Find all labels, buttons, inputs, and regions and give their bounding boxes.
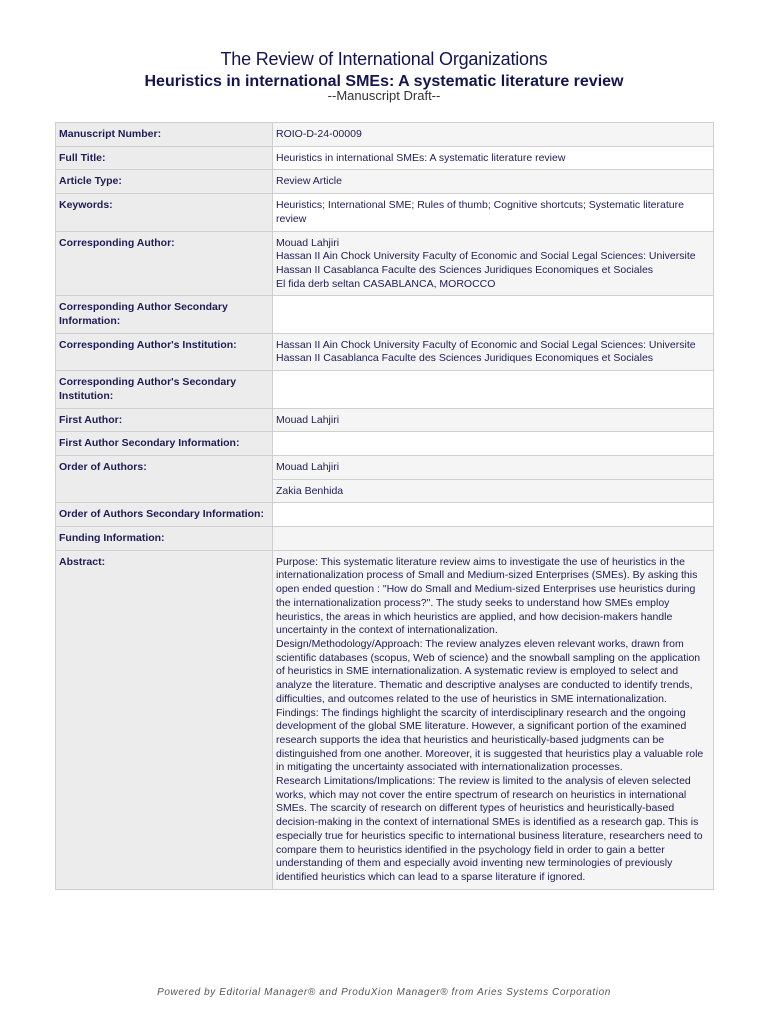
row-label: Full Title: xyxy=(56,146,273,170)
table-row xyxy=(56,527,714,551)
footer-credit: Powered by Editorial Manager® and ProduXion Manager® from Aries Systems Corporation xyxy=(157,987,611,998)
table-row xyxy=(56,503,714,527)
keywords: Heuristics; International SME; Rules of thumb; Cognitive shortcuts; Systematic literature review xyxy=(273,194,714,231)
row-label: Corresponding Author: xyxy=(56,231,273,296)
order-of-authors-secondary xyxy=(273,503,714,527)
table-row xyxy=(56,432,714,456)
article-title: Heuristics in international SMEs: A systematic literature review xyxy=(144,73,624,90)
manuscript-info-table xyxy=(55,122,714,890)
corresponding-author: Mouad Lahjiri Hassan II Ain Chock University Faculty of Economic and Social Legal Sciences: Universite Hassan II Casablanca Faculte des Sciences Juridiques Economiques et Sociales El fida derb seltan CASABLANCA, MOROCCO xyxy=(273,231,714,296)
row-label: Corresponding Author's Institution: xyxy=(56,333,273,370)
table-row xyxy=(56,146,714,170)
article-type: Review Article xyxy=(273,170,714,194)
table-row xyxy=(56,170,714,194)
row-label: Funding Information: xyxy=(56,527,273,551)
row-label: Corresponding Author's Secondary Institution: xyxy=(56,371,273,408)
journal-title: The Review of International Organizations xyxy=(220,49,548,69)
table-row xyxy=(56,408,714,432)
document-header xyxy=(0,48,768,103)
row-label: Order of Authors: xyxy=(56,455,273,502)
row-label: Article Type: xyxy=(56,170,273,194)
table-row xyxy=(56,371,714,408)
manuscript-number: ROIO-D-24-00009 xyxy=(273,123,714,147)
row-label: Manuscript Number: xyxy=(56,123,273,147)
table-row xyxy=(56,231,714,296)
funding-information xyxy=(273,527,714,551)
abstract-text: Purpose: This systematic literature review aims to investigate the use of heuristics in the internationalization process of Small and Medium-sized Enterprises (SMEs). By asking this open ended question : "How do Small and Medium-sized Enterprises use heuristics during the internationalization process?". The study seeks to understand how SMEs employ heuristics, the areas in which heuristics are applied, and how decision-makers handle uncertainty in the context of internationalization. Design/Methodology/Approach: The review analyzes eleven relevant works, drawn from scientific databases (scopus, Web of science) and the snowball sampling on the application of heuristics in SME internationalization. A systematic review is employed to select and analyze the literature. Thematic and descriptive analyses are conducted to identify trends, difficulties, and outcomes related to the use of heuristics in SME internationalization. Findings: The findings highlight the scarcity of interdisciplinary research and the ongoing development of the global SME literature. However, a significant portion of the examined research supports the idea that heuristics and heuristically-based judgments can be distinguished from one another. Moreover, it is suggested that heuristics play a valuable role in mitigating the uncertainty associated with internationalization processes. Research Limitations/Implications: The review is limited to the analysis of eleven selected works, which may not cover the entire spectrum of research on heuristics in international SMEs. The scarcity of research on different types of heuristics and heuristically-based decision-making in the context of international SMEs is identified as a research gap. This is especially true for heuristics specific to international business literature, researchers need to compare them to heuristics identified in the psychology field in order to gain a better understanding of them and especially avoid inventing new terminologies of previously identified heuristics which can lead to a sparse literature if ignored. xyxy=(273,550,714,889)
table-row xyxy=(56,455,714,479)
draft-label: --Manuscript Draft-- xyxy=(327,88,441,103)
row-label: First Author: xyxy=(56,408,273,432)
table-row xyxy=(56,123,714,147)
table-row xyxy=(56,333,714,370)
first-author: Mouad Lahjiri xyxy=(273,408,714,432)
corresponding-secondary-institution xyxy=(273,371,714,408)
corresponding-institution: Hassan II Ain Chock University Faculty of Economic and Social Legal Sciences: Universite Hassan II Casablanca Faculte des Sciences Juridiques Economiques et Sociales xyxy=(273,333,714,370)
row-label: Order of Authors Secondary Information: xyxy=(56,503,273,527)
row-label: Keywords: xyxy=(56,194,273,231)
row-label: First Author Secondary Information: xyxy=(56,432,273,456)
author-name: Mouad Lahjiri xyxy=(273,455,714,479)
table-row xyxy=(56,550,714,889)
full-title: Heuristics in international SMEs: A systematic literature review xyxy=(273,146,714,170)
author-name: Zakia Benhida xyxy=(273,479,714,503)
row-label: Abstract: xyxy=(56,550,273,889)
table-row xyxy=(56,296,714,333)
table-row xyxy=(56,194,714,231)
row-label: Corresponding Author Secondary Information: xyxy=(56,296,273,333)
corresponding-author-secondary xyxy=(273,296,714,333)
first-author-secondary xyxy=(273,432,714,456)
